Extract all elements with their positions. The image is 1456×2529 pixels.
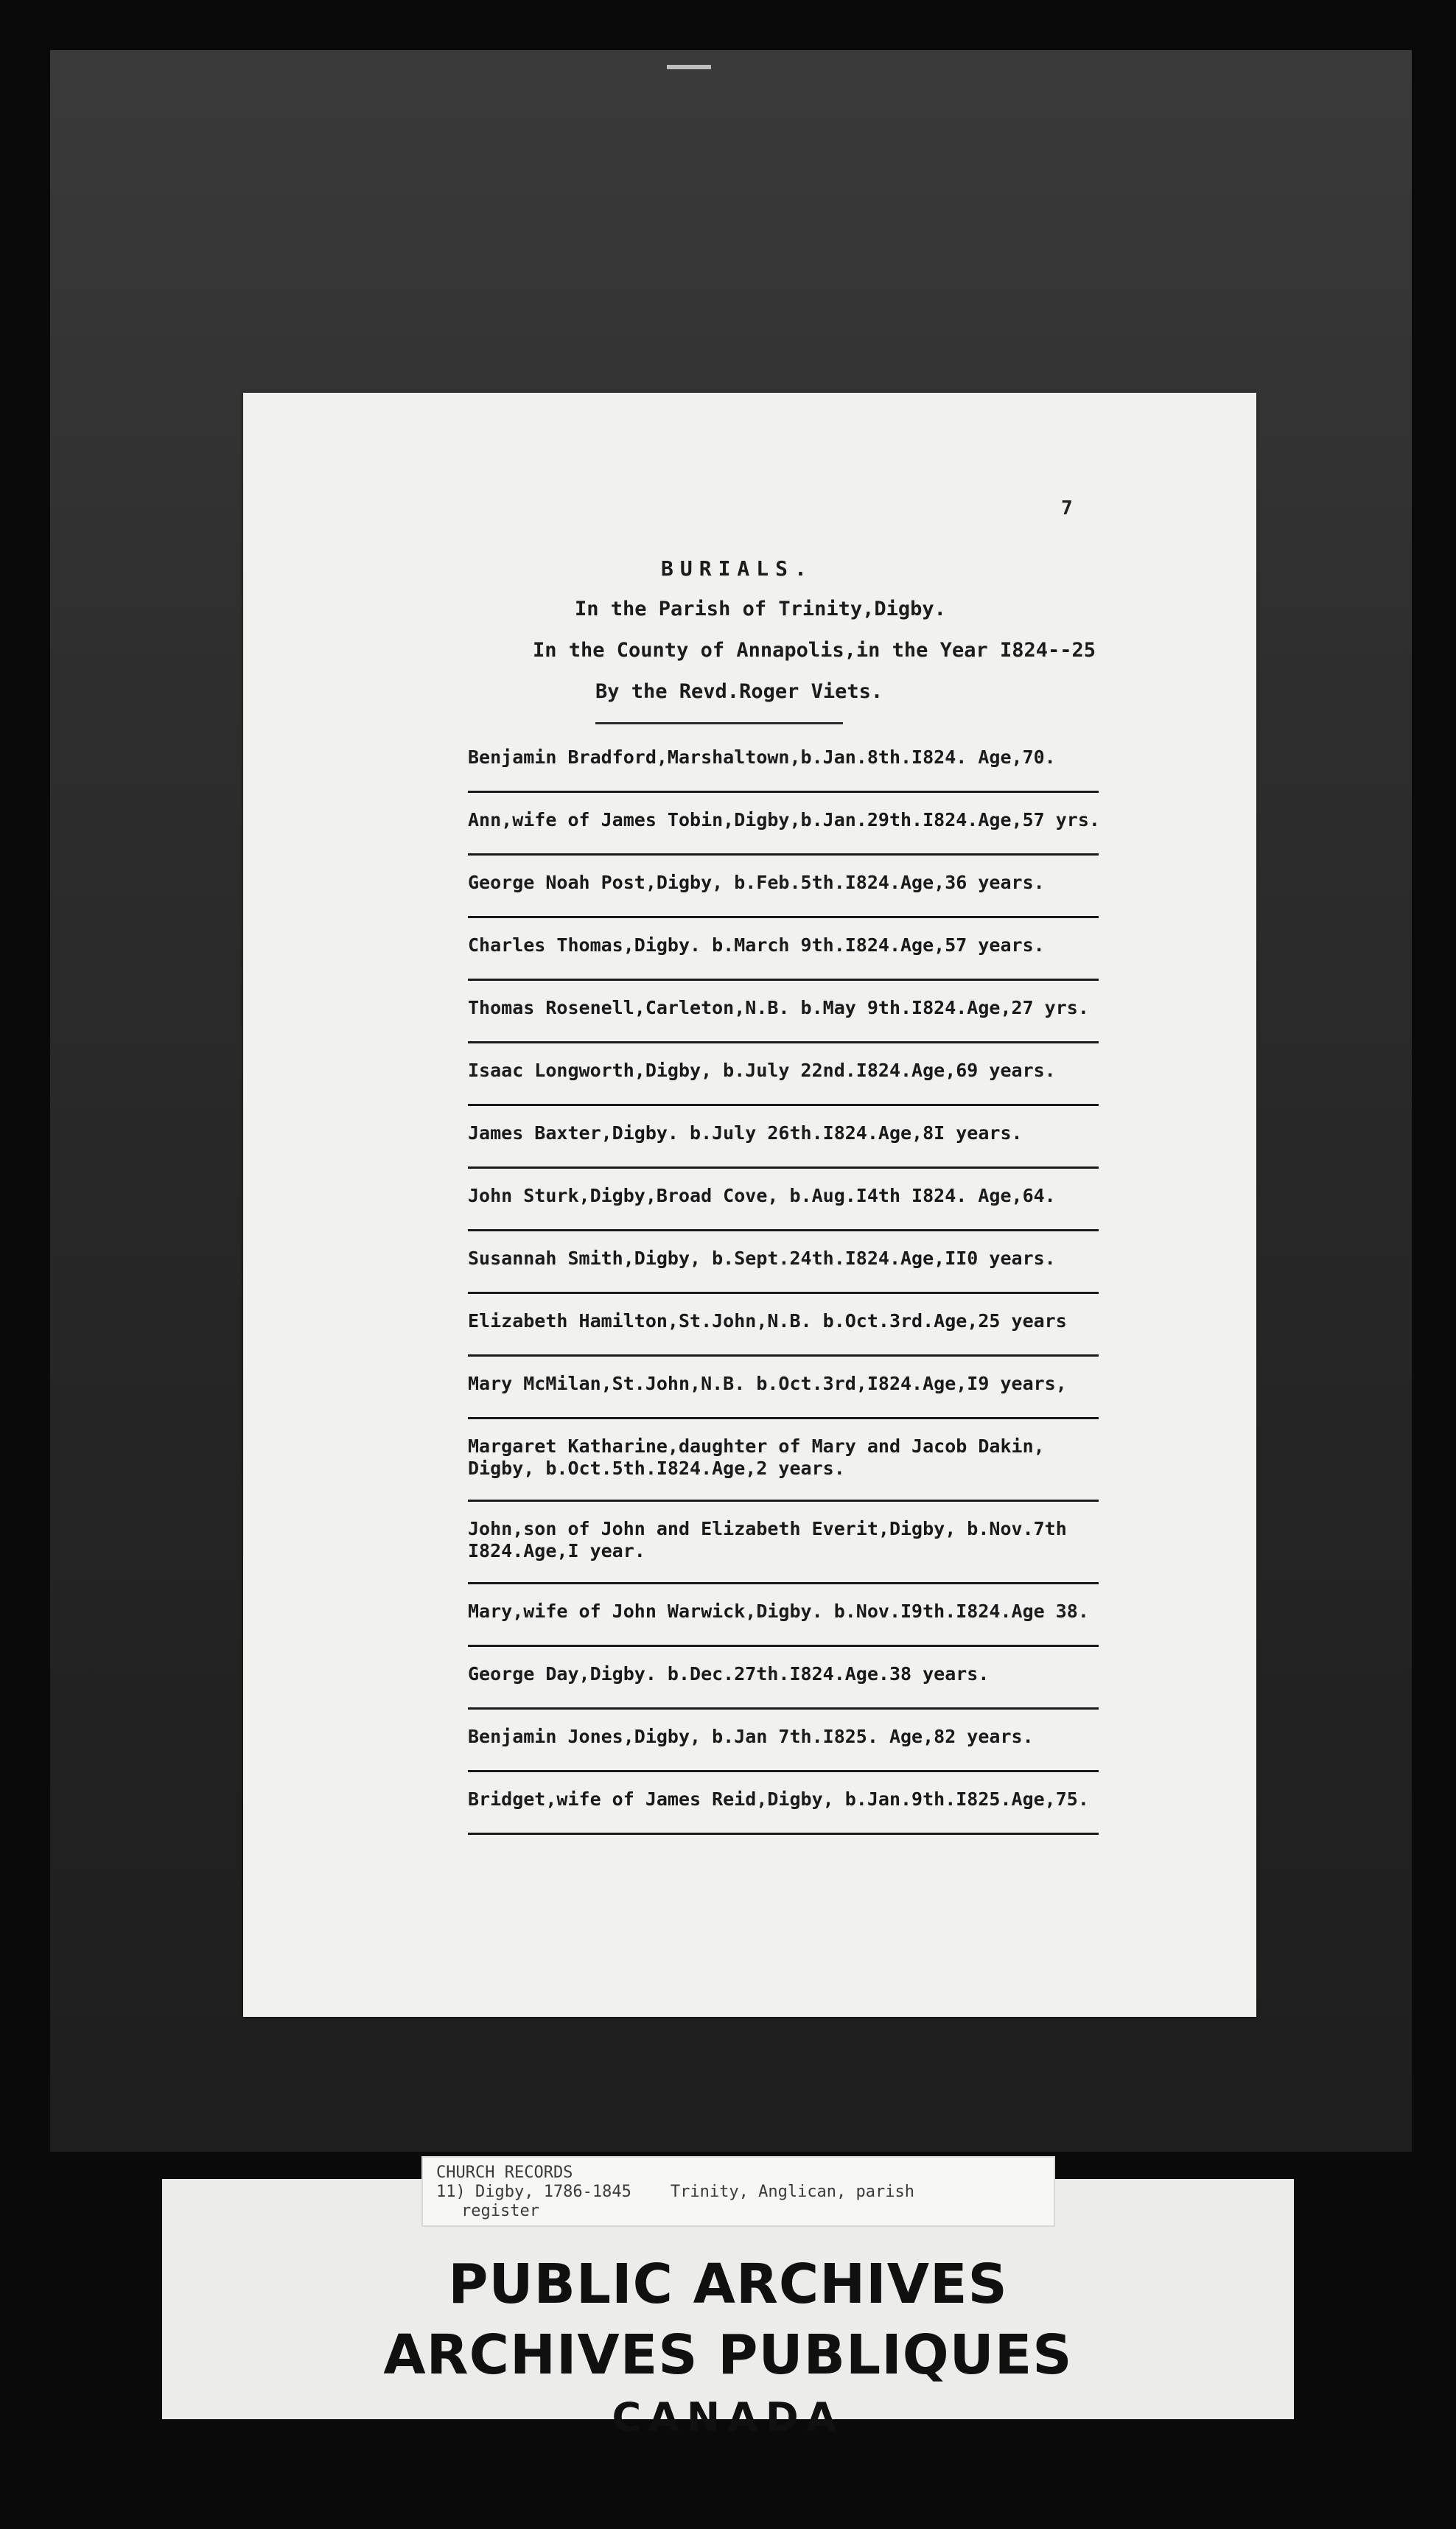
burial-entry <box>468 1718 1234 1781</box>
entry-text: George Day,Digby. b.Dec.27th.I824.Age.38 years. <box>468 1663 990 1685</box>
reference-line-1: CHURCH RECORDS <box>436 2164 573 2182</box>
entry-text: Thomas Rosenell,Carleton,N.B. b.May 9th.I824.Age,27 yrs. <box>468 997 1089 1018</box>
entry-rule <box>468 1229 1099 1231</box>
burial-entry <box>468 990 1234 1052</box>
burial-entry <box>468 1365 1234 1428</box>
entry-text: Charles Thomas,Digby. b.March 9th.I824.Age,57 years. <box>468 934 1045 956</box>
reference-card <box>421 2156 1055 2227</box>
burial-entry <box>468 1428 1234 1511</box>
archives-country: CANADA <box>612 2394 844 2441</box>
entry-rule <box>468 1041 1099 1043</box>
entry-text: Mary McMilan,St.John,N.B. b.Oct.3rd,I824.Age,I9 years, <box>468 1373 1067 1394</box>
burial-entries <box>468 739 1234 1844</box>
entry-text: Mary,wife of John Warwick,Digby. b.Nov.I9th.I824.Age 38. <box>468 1601 1089 1622</box>
entry-rule <box>468 1500 1099 1502</box>
burial-entry <box>468 1593 1234 1656</box>
entry-rule <box>468 916 1099 918</box>
reference-line-2: 11) Digby, 1786-1845 Trinity, Anglican, parish <box>436 2183 915 2201</box>
burial-entry <box>468 1781 1234 1844</box>
entry-text: John Sturk,Digby,Broad Cove, b.Aug.I4th I824. Age,64. <box>468 1185 1056 1206</box>
reference-line-3: register <box>461 2202 539 2220</box>
burial-entry <box>468 1656 1234 1718</box>
entry-rule <box>468 1417 1099 1419</box>
burial-entry <box>468 1303 1234 1365</box>
burial-entry <box>468 1240 1234 1303</box>
entry-text: Susannah Smith,Digby, b.Sept.24th.I824.Age,II0 years. <box>468 1248 1056 1269</box>
entry-text: John,son of John and Elizabeth Everit,Digby, b.Nov.7th I824.Age,I year. <box>468 1518 1067 1561</box>
entry-rule <box>468 853 1099 856</box>
burial-entry <box>468 802 1234 864</box>
county-line: In the County of Annapolis,in the Year I824--25 <box>533 639 1096 662</box>
entry-rule <box>468 791 1099 793</box>
entry-text: George Noah Post,Digby, b.Feb.5th.I824.Age,36 years. <box>468 872 1045 893</box>
entry-text: Isaac Longworth,Digby, b.July 22nd.I824.Age,69 years. <box>468 1060 1056 1081</box>
entry-rule <box>468 1770 1099 1772</box>
entry-rule <box>468 1104 1099 1106</box>
archives-english: PUBLIC ARCHIVES <box>448 2253 1008 2316</box>
film-edge-mark <box>667 65 711 69</box>
burial-entry <box>468 1178 1234 1240</box>
header-rule <box>595 722 843 724</box>
entry-rule <box>468 1645 1099 1647</box>
burial-entry <box>468 864 1234 927</box>
entry-text: Benjamin Bradford,Marshaltown,b.Jan.8th.I824. Age,70. <box>468 746 1056 768</box>
entry-text: Benjamin Jones,Digby, b.Jan 7th.I825. Age,82 years. <box>468 1726 1034 1747</box>
entry-rule <box>468 1354 1099 1357</box>
burial-entry <box>468 1115 1234 1178</box>
burial-entry <box>468 927 1234 990</box>
entry-text: Ann,wife of James Tobin,Digby,b.Jan.29th.I824.Age,57 yrs. <box>468 809 1100 830</box>
archives-french: ARCHIVES PUBLIQUES <box>383 2323 1073 2387</box>
page-number: 7 <box>1061 497 1073 520</box>
parish-line: In the Parish of Trinity,Digby. <box>575 598 946 620</box>
entry-text: Elizabeth Hamilton,St.John,N.B. b.Oct.3rd.Age,25 years <box>468 1310 1067 1332</box>
burial-entry <box>468 1052 1234 1115</box>
entry-text: Bridget,wife of James Reid,Digby, b.Jan.9th.I825.Age,75. <box>468 1788 1089 1810</box>
entry-rule <box>468 979 1099 981</box>
entry-text: James Baxter,Digby. b.July 26th.I824.Age,8I years. <box>468 1122 1023 1144</box>
officiant-line: By the Revd.Roger Viets. <box>595 680 883 703</box>
burial-entry <box>468 1511 1234 1593</box>
burial-entry <box>468 739 1234 802</box>
entry-text: Margaret Katharine,daughter of Mary and Jacob Dakin, Digby, b.Oct.5th.I824.Age,2 years. <box>468 1435 1045 1479</box>
register-page <box>243 393 1256 2017</box>
entry-rule <box>468 1166 1099 1169</box>
entry-rule <box>468 1707 1099 1710</box>
entry-rule <box>468 1292 1099 1294</box>
entry-rule <box>468 1582 1099 1584</box>
entry-rule <box>468 1833 1099 1835</box>
page-title: BURIALS. <box>661 556 813 581</box>
